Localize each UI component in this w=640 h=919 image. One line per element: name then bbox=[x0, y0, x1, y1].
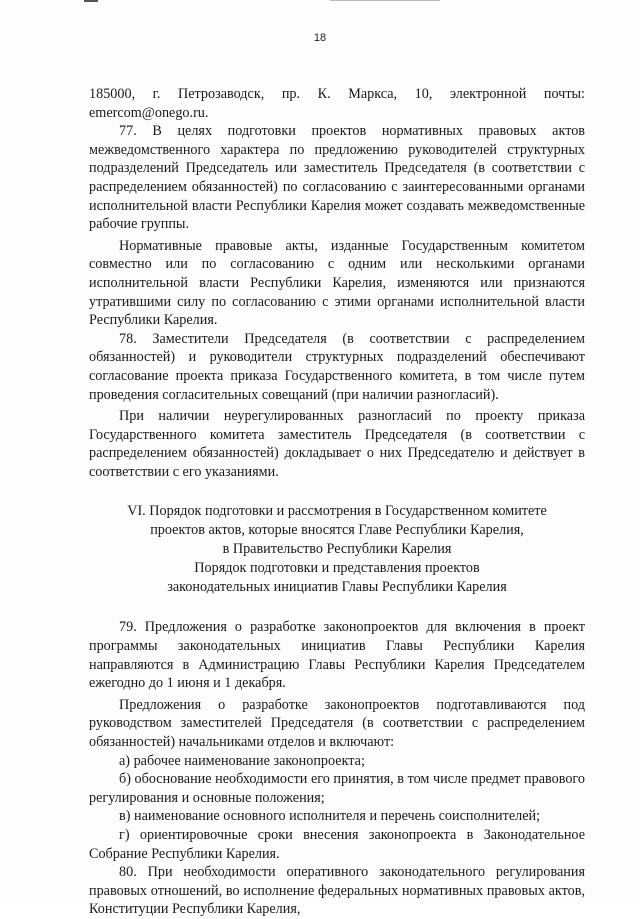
scan-edge-mark bbox=[84, 0, 98, 2]
paragraph-79: 79. Предложения о разработке законопроектов для включения в проект программы законодательных инициатив Главы Республики Карелия направляются в Администрацию Главы Республики Карелия Председателем ежегодно до 1 июня и 1 декабря. bbox=[89, 619, 585, 692]
paragraph-77: 77. В целях подготовки проектов нормативных правовых актов межведомственного характера по предложению руководителей структурных подразделений Председатель или заместитель Председателя (в соответствии с распределением обязанностей) по согласованию с заинтересованными органами исполнительной власти Республики Карелия может создавать межведомственные рабочие группы. bbox=[89, 123, 585, 233]
section-heading-line: в Правительство Республики Карелия bbox=[222, 541, 452, 558]
section-heading bbox=[89, 502, 585, 597]
list-item: в) наименование основного исполнителя и перечень соисполнителей; bbox=[119, 808, 541, 825]
list-item: б) обоснование необходимости его принятия, в том числе предмет правового регулирования и основные положения; bbox=[89, 771, 585, 806]
list-item: а) рабочее наименование законопроекта; bbox=[119, 752, 365, 769]
page-number: 18 bbox=[313, 32, 327, 44]
section-heading-line: Порядок подготовки и представления проектов bbox=[194, 560, 480, 577]
section-heading-line: VI. Порядок подготовки и рассмотрения в Государственном комитете bbox=[127, 503, 547, 520]
section-heading-line: проектов актов, которые вносятся Главе Республики Карелия, bbox=[150, 522, 524, 539]
document-body bbox=[89, 85, 585, 919]
list-item: г) ориентировочные сроки внесения законопроекта в Законодательное Собрание Республики Карелия. bbox=[89, 827, 585, 862]
paragraph: Предложения о разработке законопроектов подготавливаются под руководством заместителей Председателя (в соответствии с распределением обязанностей) начальниками отделов и включают: bbox=[89, 696, 585, 751]
section-heading-line: законодательных инициатив Главы Республики Карелия bbox=[167, 579, 507, 596]
paragraph: 185000, г. Петрозаводск, пр. К. Маркса, 10, электронной почты: emercom@onego.ru. bbox=[89, 86, 585, 121]
paragraph-80: 80. При необходимости оперативного законодательного регулирования правовых отношений, во исполнение федеральных нормативных правовых актов, Конституции Республики Карелия, bbox=[89, 864, 585, 918]
paragraph-78: 78. Заместители Председателя (в соответствии с распределением обязанностей) и руководители структурных подразделений обеспечивают согласование проекта приказа Государственного комитета, в том числе путем проведения согласительных совещаний (при наличии разногласий). bbox=[89, 330, 585, 403]
scan-edge-mark bbox=[330, 0, 440, 1]
paragraph: При наличии неурегулированных разногласий по проекту приказа Государственного комитета заместитель Председателя (в соответствии с распределением обязанностей) докладывает о них Председателю и действует в соответствии с его указаниями. bbox=[89, 408, 585, 480]
paragraph: Нормативные правовые акты, изданные Государственным комитетом совместно или по согласованию с одним или несколькими органами исполнительной власти Республики Карелия, изменяются или признаются утратившими силу по согласованию с этими органами исполнительной власти Республики Карелия. bbox=[89, 237, 585, 329]
